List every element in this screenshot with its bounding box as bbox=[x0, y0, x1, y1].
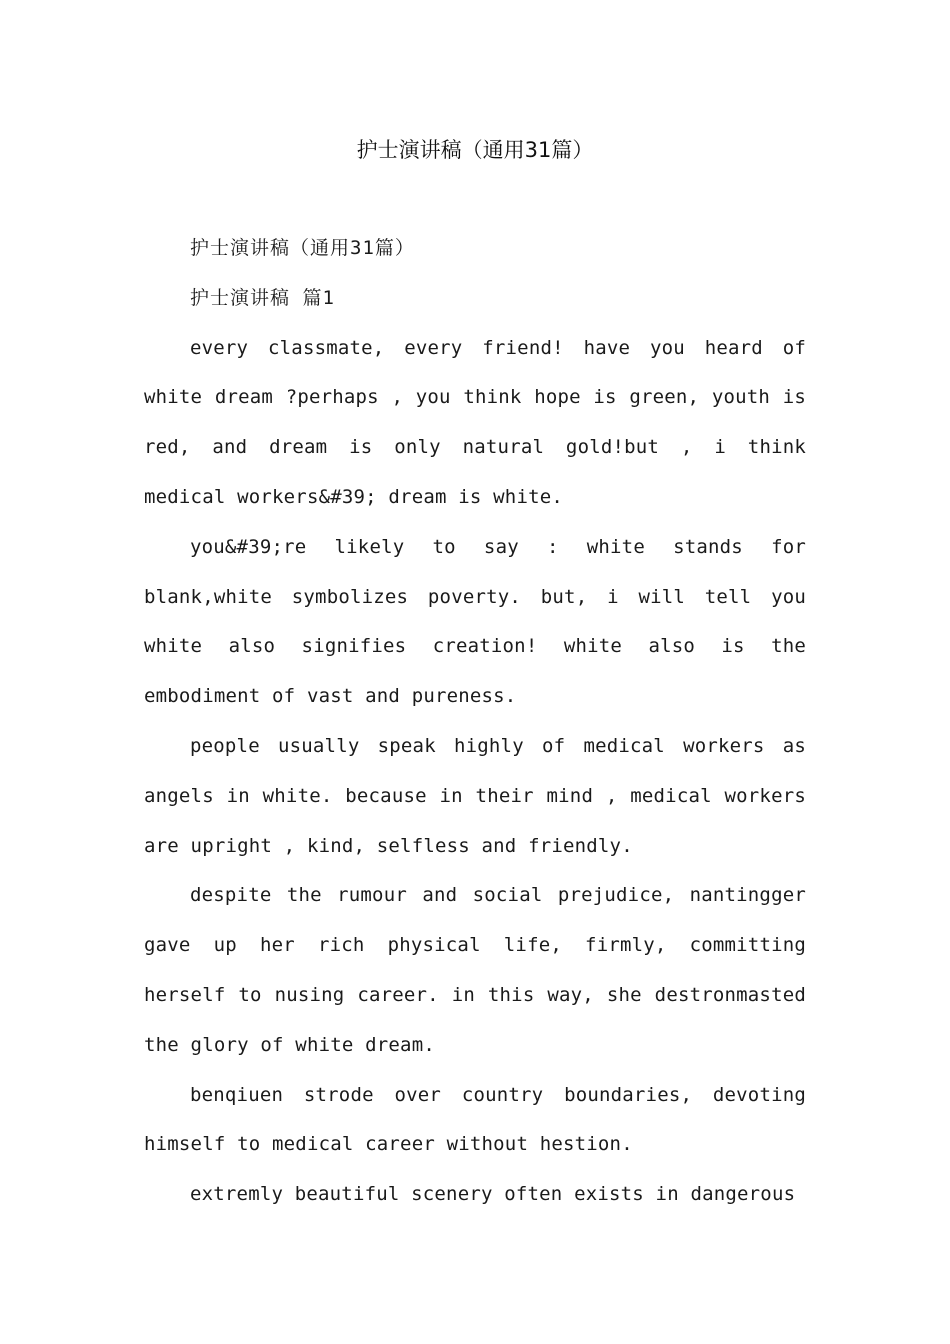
paragraph: extremly beautiful scenery often exists in dangerous bbox=[190, 1183, 796, 1206]
document-title: 护士演讲稿（通用31篇） bbox=[356, 138, 594, 162]
paragraph: you&#39;re likely to say : white stands for blank,white symbolizes poverty. but, i will tell you white also signifies creation! white also is the embodiment of vast and pureness. bbox=[144, 535, 806, 708]
paragraph: despite the rumour and social prejudice, nantingger gave up her rich physical life, firmly, committing herself to nusing career. in this way, she destronmasted the glory of white dream. bbox=[144, 884, 806, 1056]
document-body bbox=[144, 224, 806, 1220]
paragraph-subtitle: 护士演讲稿（通用31篇） bbox=[190, 237, 415, 259]
paragraph-section-heading: 护士演讲稿 篇1 bbox=[190, 286, 335, 309]
paragraph: every classmate, every friend! have you heard of white dream ?perhaps , you think hope is green, youth is red, and dream is only natural gold!but , i think medical workers&#39; dream is white. bbox=[144, 336, 806, 508]
paragraph: benqiuen strode over country boundaries, devoting himself to medical career without hestion. bbox=[144, 1083, 806, 1156]
paragraph: people usually speak highly of medical workers as angels in white. because in their mind , medical workers are upright , kind, selfless and friendly. bbox=[144, 734, 806, 857]
